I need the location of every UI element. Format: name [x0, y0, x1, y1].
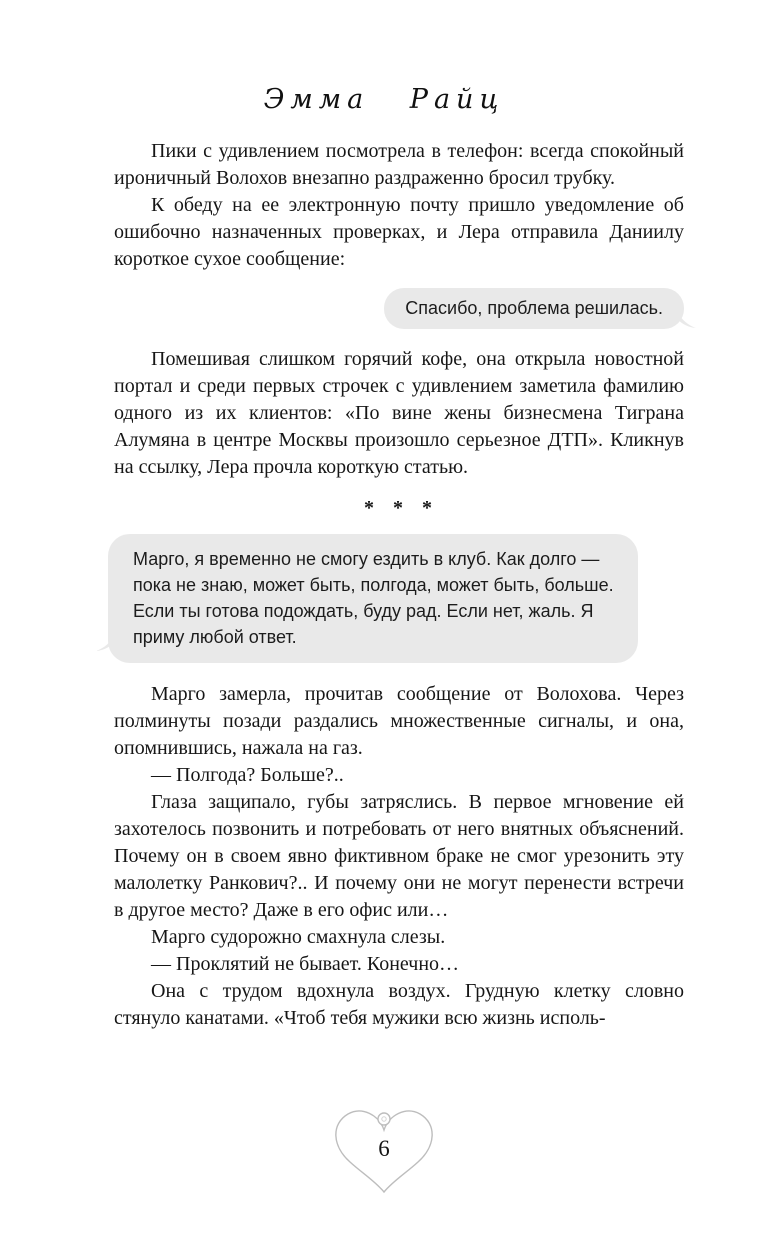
paragraph: К обеду на ее электронную почту пришло уведомление об ошибочно назначенных проверках, и Лера отправила Даниилу короткое сухое сообщение:	[114, 194, 684, 270]
chat-bubble-text: Марго, я временно не смогу ездить в клуб. Как долго — пока не знаю, может быть, полгода, может быть, больше. Если ты готова подождать, буду рад. Если нет, жаль. Я приму любой ответ.	[133, 549, 614, 647]
chat-bubble-text: Спасибо, проблема решилась.	[405, 298, 663, 318]
bubble-tail	[676, 306, 696, 328]
heart-ornament	[328, 1100, 440, 1200]
paragraph: Марго замерла, прочитав сообщение от Волохова. Через полминуты позади раздались множественные сигналы, и она, опомнившись, нажала на газ.	[114, 683, 684, 759]
page-number: 6	[378, 1136, 390, 1161]
chat-bubble	[384, 288, 684, 329]
page-footer	[0, 1100, 768, 1200]
bubble-tail	[96, 629, 116, 651]
paragraph: — Полгода? Больше?..	[151, 764, 344, 786]
paragraph: — Проклятий не бывает. Конечно…	[151, 953, 460, 975]
paragraph: Глаза защипало, губы затряслись. В первое мгновение ей захотелось позвонить и потребовать от него внятных объяснений. Почему он в своем явно фиктивном браке не смог урезонить эту малолетку Ранкович?.. И почему они не могут перенести встречи в другое место? Даже в его офис или…	[114, 791, 684, 921]
paragraph: Помешивая слишком горячий кофе, она открыла новостной портал и среди первых строчек с удивлением заметила фамилию одного из их клиентов: «По вине жены бизнесмена Тиграна Алумяна в центре Москвы произошло серьезное ДТП». Кликнув на ссылку, Лера прочла короткую статью.	[114, 348, 684, 478]
paragraph: Марго судорожно смахнула слезы.	[151, 926, 446, 948]
scene-separator: * * *	[364, 497, 434, 519]
chat-message-incoming	[108, 534, 684, 663]
chat-bubble	[108, 534, 638, 663]
chat-message-outgoing	[114, 288, 684, 329]
paragraph: Пики с удивлением посмотрела в телефон: всегда спокойный ироничный Волохов внезапно раздраженно бросил трубку.	[114, 140, 684, 189]
page-text-column	[114, 138, 684, 1032]
running-head-author: Эмма Райц	[263, 84, 505, 115]
paragraph: Она с трудом вдохнула воздух. Грудную клетку словно стянуло канатами. «Чтоб тебя мужики всю жизнь исполь-	[114, 980, 684, 1029]
